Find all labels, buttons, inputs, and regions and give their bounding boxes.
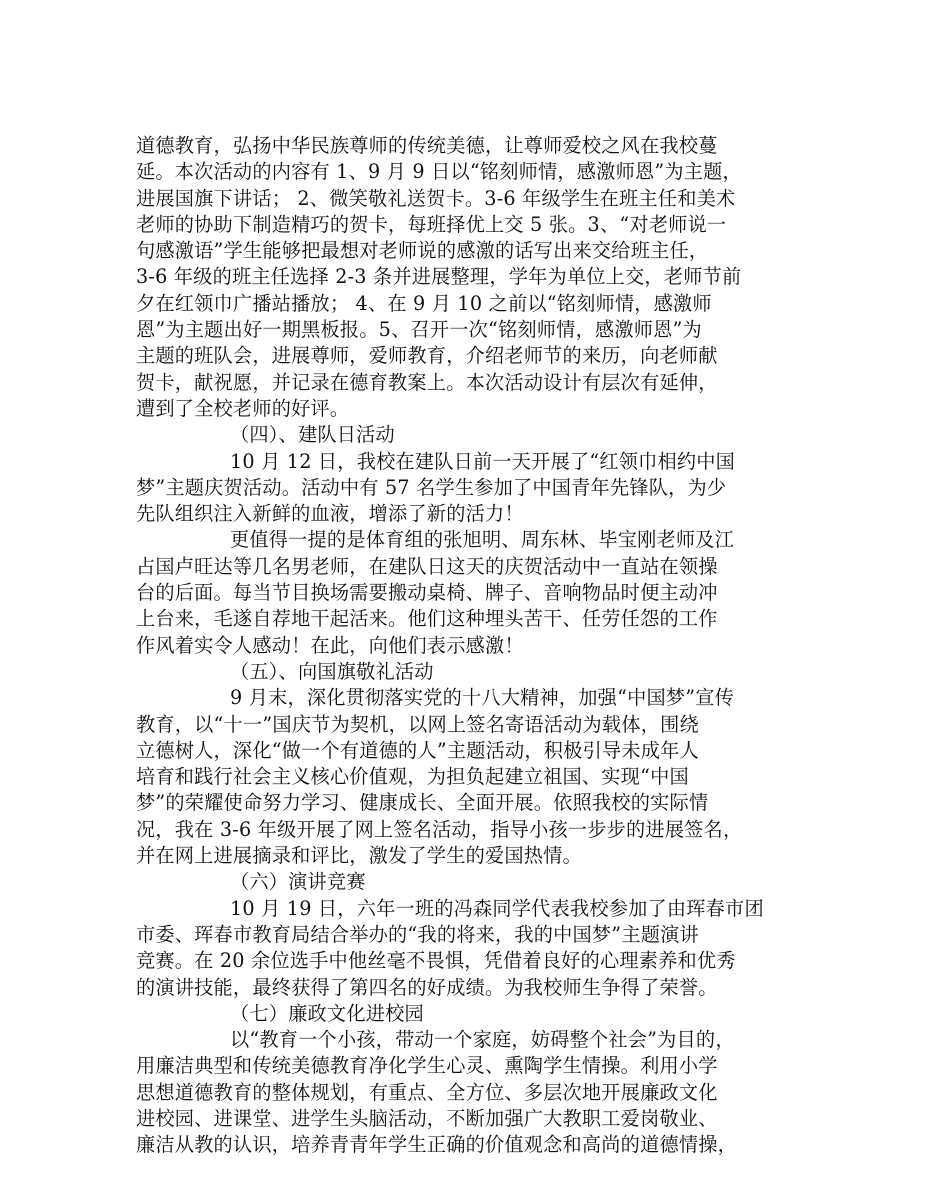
body-text-line: 恩”为主题出好一期黑板报。5、召开一次“铭刻师情，感激师恩”为 [136,318,702,342]
body-text-line: 作风着实令人感动！在此，向他们表示感激！ [136,633,524,657]
body-text-line: 廉洁从教的认识，培养青青年学生正确的价值观念和高尚的道德情操， [136,1133,738,1157]
body-text-line: 用廉洁典型和传统美德教育净化学生心灵、熏陶学生情操。利用小学 [136,1054,718,1078]
body-text-line: 延。本次活动的内容有 1、9 月 9 日以“铭刻师情，感激师恩”为主题， [136,160,742,184]
section-heading: （五）、向国旗敬礼活动 [230,659,434,683]
paragraph-first-line: 更值得一提的是体育组的张旭明、周东林、毕宝刚老师及江 [230,528,735,552]
paragraph-first-line: 10 月 19 日，六年一班的冯森同学代表我校参加了由珲春市团 [230,896,764,920]
paragraph-first-line: 以“教育一个小孩，带动一个家庭，妨碍整个社会”为目的， [230,1028,735,1052]
section-heading: （七）廉政文化进校园 [230,1001,424,1025]
body-text-line: 竞赛。在 20 余位选手中他丝毫不畏惧，凭借着良好的心理素养和优秀 [136,949,736,973]
body-text-line: 进校园、进课堂、进学生头脑活动，不断加强广大教职工爱岗敬业、 [136,1106,718,1130]
section-heading: （六）演讲竞赛 [230,870,366,894]
body-text-line: 培育和践行社会主义核心价值观，为担负起建立祖国、实现“中国 [136,765,689,789]
body-text-line: 梦”主题庆贺活动。活动中有 57 名学生参加了中国青年先锋队，为少 [136,475,727,499]
body-text-line: 主题的班队会，进展尊师，爱师教育，介绍老师节的来历，向老师献 [136,344,718,368]
body-text-line: 的演讲技能，最终获得了第四名的好成绩。为我校师生争得了荣誉。 [136,975,718,999]
body-text-line: 老师的协助下制造精巧的贺卡，每班择优上交 5 张。3、“对老师说一 [136,212,727,236]
body-text-line: 道德教育，弘扬中华民族尊师的传统美德，让尊师爱校之风在我校蔓 [136,134,718,157]
body-text-line: 并在网上进展摘录和评比，激发了学生的爱国热情。 [136,844,582,868]
document-page [136,133,826,1159]
body-text-line: 句感激语”学生能够把最想对老师说的感激的话写出来交给班主任， [136,239,709,263]
body-text-line: 进展国旗下讲话； 2、微笑敬礼送贺卡。3-6 年级学生在班主任和美术 [136,186,736,210]
paragraph-first-line: 9 月末，深化贯彻落实党的十八大精神，加强“中国梦”宣传 [230,686,735,710]
body-text-line: 3-6 年级的班主任选择 2-3 条并进展整理，学年为单位上交，老师节前 [136,265,742,289]
body-text-line: 况，我在 3-6 年级开展了网上签名活动，指导小孩一步步的进展签名， [136,817,743,841]
body-text-line: 先队组织注入新鲜的血液，增添了新的活力！ [136,502,524,526]
body-text-line: 贺卡，献祝愿，并记录在德育教案上。本次活动设计有层次有延伸， [136,370,718,394]
body-text-line: 思想道德教育的整体规划，有重点、全方位、多层次地开展廉政文化 [136,1080,718,1104]
body-text-line: 遭到了全校老师的好评。 [136,396,350,420]
paragraph-first-line: 10 月 12 日，我校在建队日前一天开展了“红领巾相约中国 [230,449,736,473]
section-heading: （四）、建队日活动 [230,423,395,447]
body-text-line: 教育，以“十一”国庆节为契机，以网上签名寄语活动为载体，围绕 [136,712,699,736]
body-text-line: 市委、珲春市教育局结合举办的“我的将来，我的中国梦”主题演讲 [136,922,699,946]
body-text-line: 梦”的荣耀使命努力学习、健康成长、全面开展。依照我校的实际情 [136,791,709,815]
body-text-line: 立德树人，深化“做一个有道德的人”主题活动，积极引导未成年人 [136,738,699,762]
body-text-line: 占国卢旺达等几名男老师，在建队日这天的庆贺活动中一直站在领操 [136,554,718,578]
body-text-line: 台的后面。每当节目换场需要搬动桌椅、牌子、音响物品时便主动冲 [136,581,718,605]
body-text-line: 上台来，毛遂自荐地干起活来。他们这种埋头苦干、任劳任怨的工作 [136,607,718,631]
body-text-line: 夕在红领巾广播站播放； 4、在 9 月 10 之前以“铭刻师情，感激师 [136,291,712,315]
